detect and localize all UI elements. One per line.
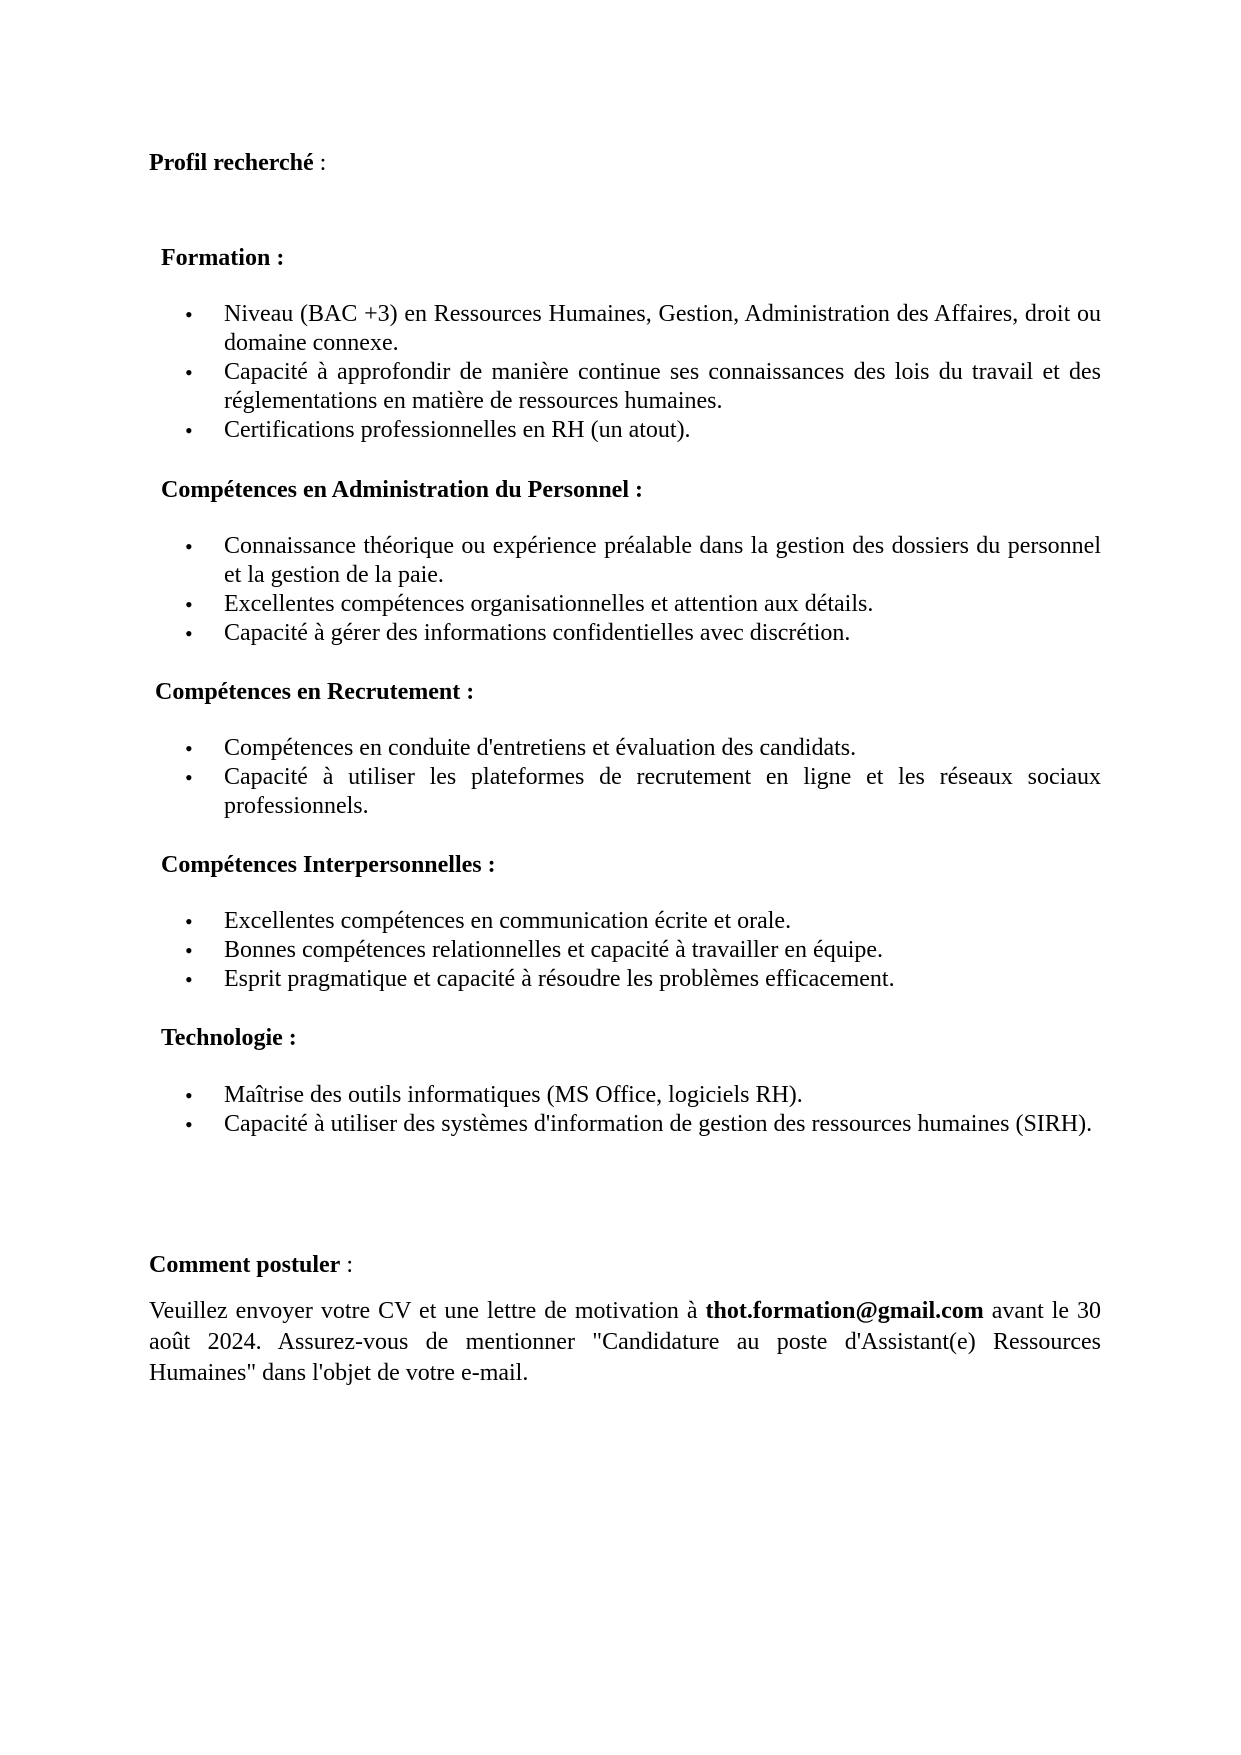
section-title-personnel-admin: Compétences en Administration du Personnel :	[161, 477, 643, 503]
list-item: • Capacité à utiliser des systèmes d'information de gestion des ressources humaines (SIRH).	[185, 1111, 1093, 1137]
bullet-icon: •	[185, 909, 193, 934]
bullet-icon: •	[185, 1083, 193, 1108]
list-item: • Niveau (BAC +3) en Ressources Humaines, Gestion, Administration des Affaires, droit ou domaine connexe.	[185, 301, 1101, 356]
bullet-icon: •	[185, 967, 193, 992]
formation-list	[183, 300, 1101, 445]
personnel-admin-list	[183, 532, 1101, 648]
list-item: • Capacité à gérer des informations confidentielles avec discrétion.	[185, 620, 851, 646]
list-item: • Bonnes compétences relationnelles et capacité à travailler en équipe.	[185, 937, 884, 963]
section-title-recruitment: Compétences en Recrutement :	[155, 679, 475, 705]
list-item: • Connaissance théorique ou expérience préalable dans la gestion des dossiers du personnel et la gestion de la paie.	[185, 533, 1101, 588]
apply-instructions: Veuillez envoyer votre CV et une lettre de motivation à thot.formation@gmail.com avant le 30 août 2024. Assurez-vous de mentionner "Candidature au poste d'Assistant(e) Ressources Humaines" dans l'objet de votre e-mail.	[149, 1298, 1102, 1386]
bullet-icon: •	[185, 621, 193, 646]
profile-heading	[149, 148, 326, 178]
technology-list	[183, 1081, 1101, 1139]
bullet-icon: •	[185, 418, 193, 443]
bullet-icon: •	[185, 360, 193, 385]
list-item: • Capacité à utiliser les plateformes de recrutement en ligne et les réseaux sociaux professionnels.	[185, 764, 1101, 819]
list-item: • Capacité à approfondir de manière continue ses connaissances des lois du travail et des réglementations en matière de ressources humaines.	[185, 359, 1101, 414]
list-item: • Certifications professionnelles en RH (un atout).	[185, 417, 691, 443]
profile-heading-label: Profil recherché	[149, 150, 314, 176]
list-item: • Maîtrise des outils informatiques (MS Office, logiciels RH).	[185, 1082, 803, 1108]
bullet-icon: •	[185, 592, 193, 617]
list-item: • Excellentes compétences en communication écrite et orale.	[185, 908, 792, 934]
section-title-interpersonal: Compétences Interpersonnelles :	[161, 852, 496, 878]
section-title-technology: Technologie :	[161, 1025, 297, 1051]
apply-heading-suffix: :	[340, 1252, 353, 1278]
apply-heading	[149, 1250, 353, 1280]
profile-heading-suffix: :	[313, 150, 327, 176]
list-item: • Esprit pragmatique et capacité à résoudre les problèmes efficacement.	[185, 966, 895, 992]
bullet-icon: •	[185, 302, 193, 327]
bullet-icon: •	[185, 1112, 193, 1137]
list-item: • Excellentes compétences organisationnelles et attention aux détails.	[185, 591, 874, 617]
interpersonal-list	[183, 907, 1101, 994]
list-item: • Compétences en conduite d'entretiens et évaluation des candidats.	[185, 735, 857, 761]
bullet-icon: •	[185, 938, 193, 963]
bullet-icon: •	[185, 534, 193, 559]
bullet-icon: •	[185, 736, 193, 761]
recruitment-list	[183, 734, 1101, 821]
apply-heading-label: Comment postuler	[149, 1252, 341, 1278]
bullet-icon: •	[185, 765, 193, 790]
apply-email: thot.formation@gmail.com	[705, 1298, 984, 1324]
section-title-formation: Formation :	[161, 245, 285, 271]
